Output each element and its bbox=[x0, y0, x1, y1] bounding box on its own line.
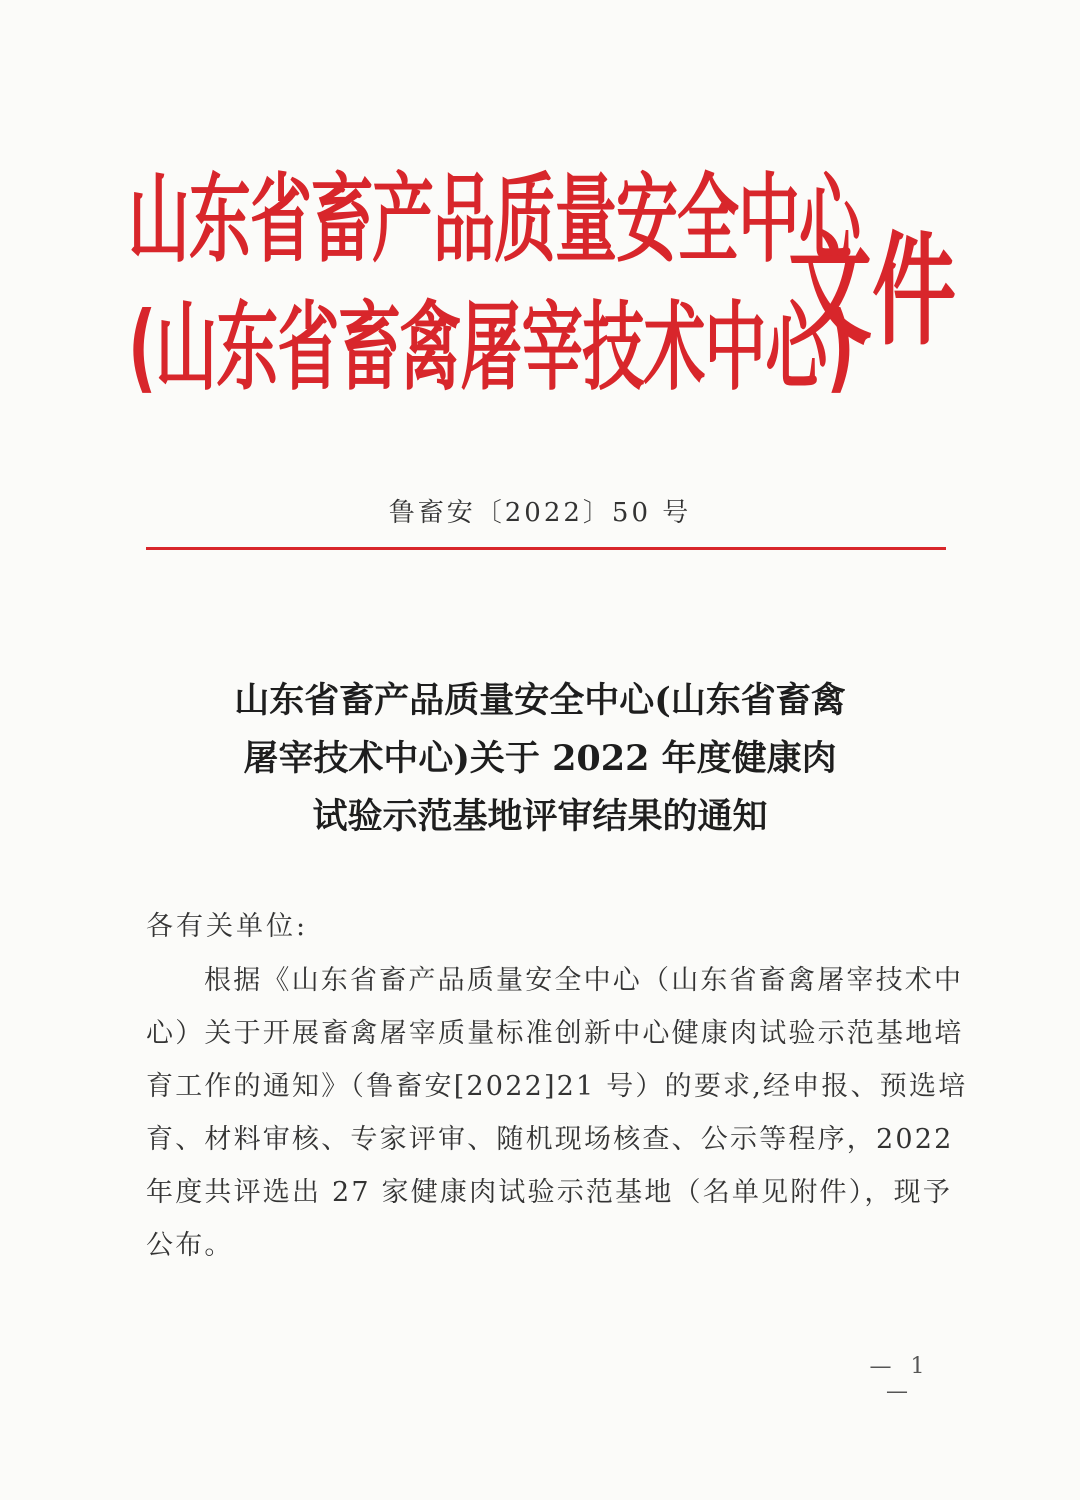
paragraph-line: 根据《山东省畜产品质量安全中心（山东省畜禽屠宰技术中 bbox=[204, 965, 964, 996]
paragraph-line: 育、材料审核、专家评审、随机现场核查、公示等程序，2022 bbox=[146, 1124, 954, 1155]
document-title bbox=[120, 672, 960, 846]
paragraph-line: 育工作的通知》（鲁畜安[2022]21 号）的要求,经申报、预选培 bbox=[146, 1071, 968, 1102]
letterhead-line-2: (山东省畜禽屠宰技术中心) bbox=[128, 290, 854, 404]
salutation: 各有关单位: bbox=[146, 911, 309, 942]
document-body bbox=[146, 900, 968, 1272]
title-line-1: 山东省畜产品质量安全中心(山东省畜禽 bbox=[234, 680, 846, 721]
red-divider bbox=[146, 547, 946, 550]
title-line-3: 试验示范基地评审结果的通知 bbox=[312, 796, 768, 837]
letterhead-suffix: 文件 bbox=[788, 219, 957, 362]
letterhead bbox=[128, 162, 968, 432]
title-line-2: 屠宰技术中心)关于 2022 年度健康肉 bbox=[243, 738, 837, 779]
paragraph-line: 公布。 bbox=[146, 1230, 234, 1261]
letterhead-line-1: 山东省畜产品质量安全中心 bbox=[128, 162, 861, 276]
paragraph-line: 心）关于开展畜禽屠宰质量标准创新中心健康肉试验示范基地培 bbox=[146, 1018, 964, 1049]
body-paragraph bbox=[146, 954, 968, 1272]
document-number: 鲁畜安〔2022〕50 号 bbox=[388, 498, 692, 528]
page-number: — 1 — bbox=[869, 1354, 931, 1404]
paragraph-line: 年度共评选出 27 家健康肉试验示范基地（名单见附件），现予 bbox=[146, 1177, 953, 1208]
